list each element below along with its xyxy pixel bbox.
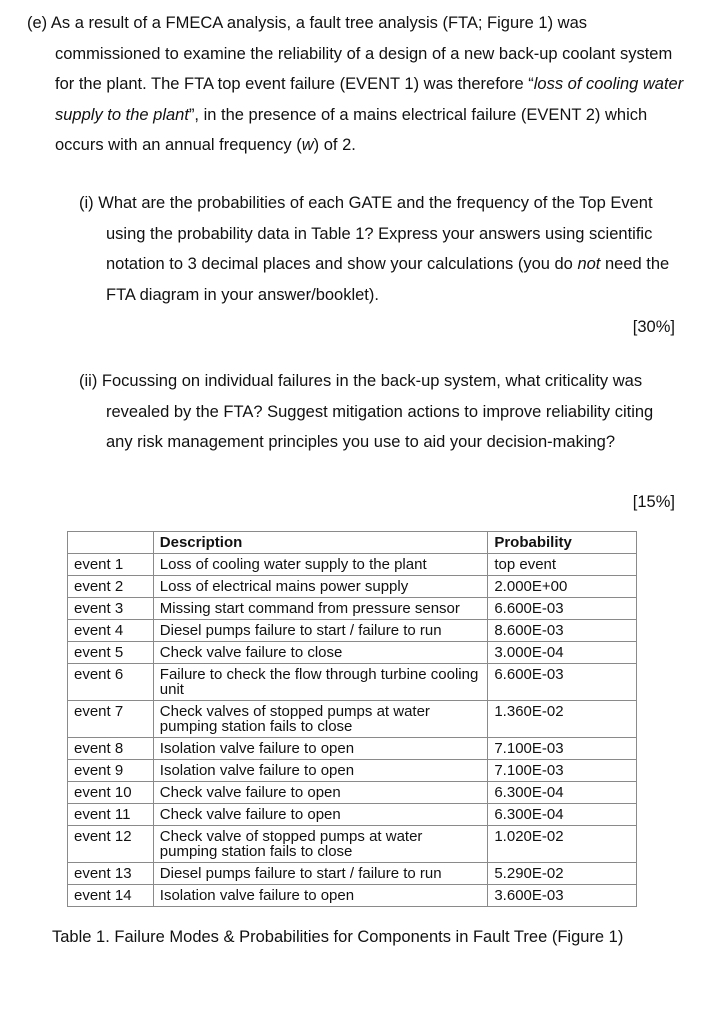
question-e-text: As a result of a FMECA analysis, a fault tree analysis (FTA; Figure 1) was commissioned to examine the reliability of a design of a new back-up coolant system for the plant. The FTA top event failure (EVENT 1) was therefore “ (50, 14, 673, 93)
event-cell: event 6 (68, 664, 154, 701)
event-cell: event 4 (68, 620, 154, 642)
table-row (68, 598, 637, 620)
event-cell: event 7 (68, 701, 154, 738)
table-header-event (68, 532, 154, 554)
event-cell: event 1 (68, 554, 154, 576)
event-cell: event 3 (68, 598, 154, 620)
description-cell: Missing start command from pressure sensor (153, 598, 488, 620)
description-cell: Check valve of stopped pumps at water pumping station fails to close (153, 826, 488, 863)
question-e-label: (e) (27, 14, 48, 32)
probability-cell: 6.600E-03 (488, 664, 637, 701)
description-cell: Check valve failure to close (153, 642, 488, 664)
probability-cell: 2.000E+00 (488, 576, 637, 598)
description-cell: Failure to check the flow through turbine cooling unit (153, 664, 488, 701)
probability-cell: 5.290E-02 (488, 863, 637, 885)
table-row (68, 804, 637, 826)
description-cell: Diesel pumps failure to start / failure to run (153, 620, 488, 642)
event-cell: event 14 (68, 885, 154, 907)
table-row (68, 760, 637, 782)
description-cell: Diesel pumps failure to start / failure to run (153, 863, 488, 885)
event-cell: event 5 (68, 642, 154, 664)
question-e (27, 8, 687, 161)
probability-cell: top event (488, 554, 637, 576)
table-header-probability: Probability (488, 532, 637, 554)
event-cell: event 13 (68, 863, 154, 885)
event-cell: event 12 (68, 826, 154, 863)
probability-cell: 6.600E-03 (488, 598, 637, 620)
table-row (68, 701, 637, 738)
sub-question-ii-marks: [15%] (632, 493, 675, 511)
sub-question-i-text-2: need the FTA diagram in your answer/booklet). (106, 255, 670, 304)
description-cell: Isolation valve failure to open (153, 885, 488, 907)
probability-cell: 6.300E-04 (488, 782, 637, 804)
event-cell: event 10 (68, 782, 154, 804)
description-cell: Isolation valve failure to open (153, 738, 488, 760)
probability-cell: 7.100E-03 (488, 760, 637, 782)
question-e-w-symbol: w (301, 136, 314, 154)
sub-question-i-marks: [30%] (632, 318, 675, 336)
event-cell: event 9 (68, 760, 154, 782)
sub-question-ii-paragraph (79, 366, 679, 458)
table-row (68, 664, 637, 701)
description-cell: Check valves of stopped pumps at water pumping station fails to close (153, 701, 488, 738)
question-e-paragraph (27, 8, 687, 161)
description-cell: Check valve failure to open (153, 804, 488, 826)
sub-question-i-italic-text: not (577, 255, 601, 273)
probability-cell: 1.360E-02 (488, 701, 637, 738)
table-row (68, 738, 637, 760)
sub-question-i-label: (i) (79, 194, 94, 212)
table-row (68, 642, 637, 664)
question-e-text-2: ”, in the presence of a mains electrical failure (EVENT 2) which occurs with an annual frequency ( (55, 105, 648, 154)
event-cell: event 2 (68, 576, 154, 598)
probability-cell: 8.600E-03 (488, 620, 637, 642)
table-header-row (68, 532, 637, 554)
description-cell: Loss of electrical mains power supply (153, 576, 488, 598)
event-cell: event 11 (68, 804, 154, 826)
probability-cell: 3.600E-03 (488, 885, 637, 907)
sub-question-ii (79, 366, 679, 458)
table-caption: Table 1. Failure Modes & Probabilities for Components in Fault Tree (Figure 1) (52, 928, 624, 946)
probability-cell: 6.300E-04 (488, 804, 637, 826)
sub-question-ii-text: Focussing on individual failures in the back-up system, what criticality was revealed by the FTA? Suggest mitigation actions to improve reliability citing any risk management principles you use to aid your decision-making? (101, 372, 654, 451)
table-row (68, 554, 637, 576)
probability-cell: 3.000E-04 (488, 642, 637, 664)
question-e-italic-text: loss of cooling water supply to the plant (55, 75, 684, 124)
table-header-description: Description (153, 532, 488, 554)
sub-question-i-paragraph (79, 188, 679, 310)
table-row (68, 885, 637, 907)
table-row (68, 782, 637, 804)
probability-cell: 7.100E-03 (488, 738, 637, 760)
table-row (68, 620, 637, 642)
table-row (68, 576, 637, 598)
sub-question-i (79, 188, 679, 310)
table-row (68, 826, 637, 863)
sub-question-i-text: What are the probabilities of each GATE and the frequency of the Top Event using the probability data in Table 1? Express your answers using scientific notation to 3 decimal places and show your calculations (you do (98, 194, 653, 273)
table-row (68, 863, 637, 885)
sub-question-ii-label: (ii) (79, 372, 98, 390)
description-cell: Isolation valve failure to open (153, 760, 488, 782)
event-cell: event 8 (68, 738, 154, 760)
question-e-text-3: ) of 2. (313, 136, 356, 154)
probability-cell: 1.020E-02 (488, 826, 637, 863)
description-cell: Loss of cooling water supply to the plant (153, 554, 488, 576)
failure-modes-table (67, 531, 637, 907)
description-cell: Check valve failure to open (153, 782, 488, 804)
